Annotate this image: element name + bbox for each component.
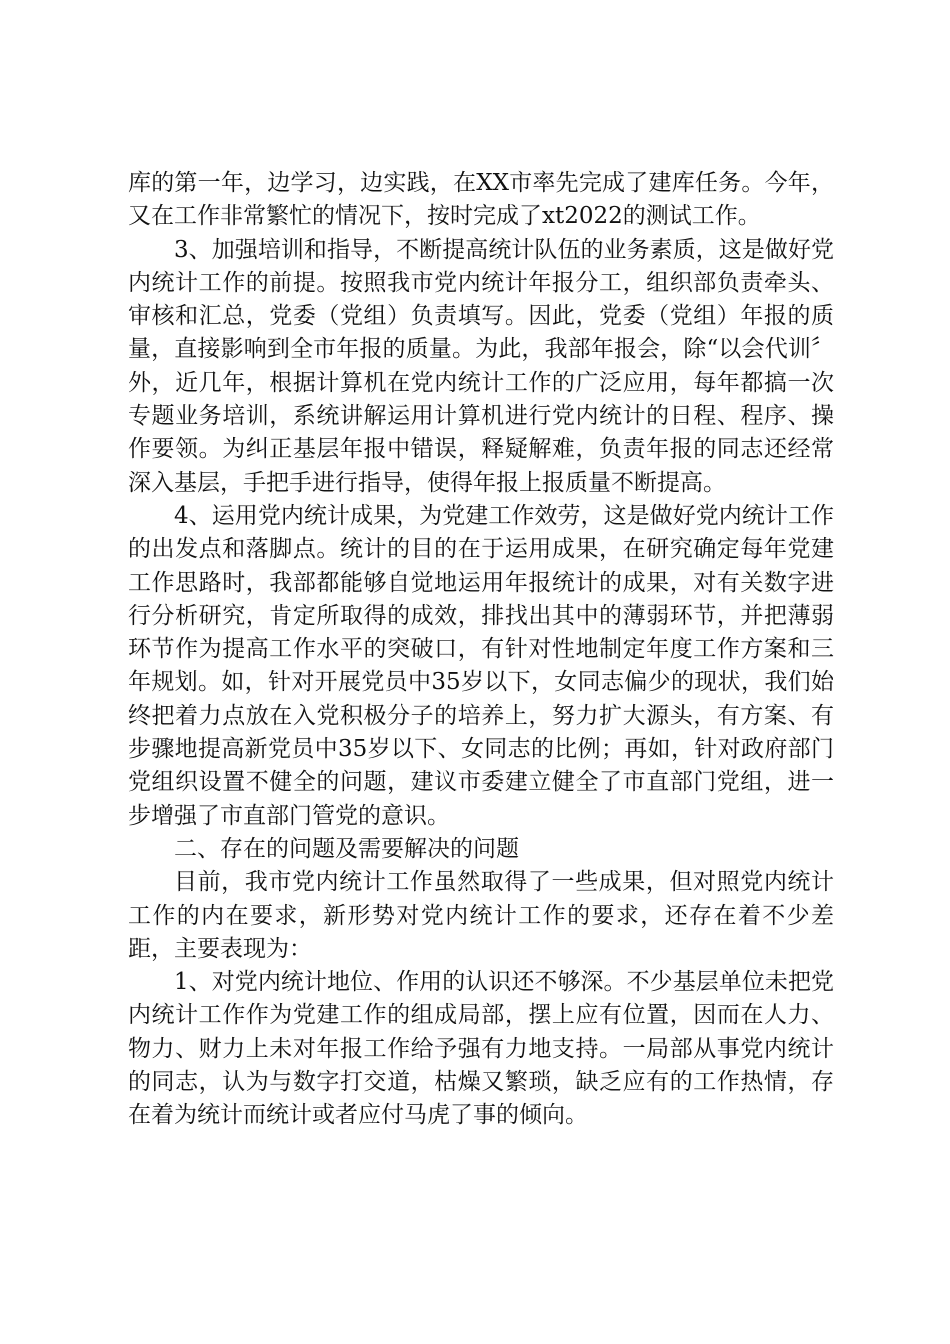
document-body: [128, 167, 834, 1133]
paragraph-training: 3、加强培训和指导，不断提高统计队伍的业务素质，这是做好党内统计工作的前提。按照我市党内统计年报分工，组织部负责牵头、审核和汇总，党委（党组）负责填写。因此，党委（党组）年报的质量，直接影响到全市年报的质量。为此，我部年报会，除“以会代训〞外，近几年，根据计算机在党内统计工作的广泛应用，每年都搞一次专题业务培训，系统讲解运用计算机进行党内统计的日程、程序、操作要领。为纠正基层年报中错误，释疑解难，负责年报的同志还经常深入基层，手把手进行指导，使得年报上报质量不断提高。: [128, 236, 834, 496]
section-heading-problems: 二、存在的问题及需要解决的问题: [174, 835, 519, 862]
paragraph-current-status: 目前，我市党内统计工作虽然取得了一些成果，但对照党内统计工作的内在要求，新形势对党内统计工作的要求，还存在着不少差距，主要表现为：: [128, 869, 834, 962]
paragraph-results: 4、运用党内统计成果，为党建工作效劳，这是做好党内统计工作的出发点和落脚点。统计的目的在于运用成果，在研究确定每年党建工作思路时，我部都能够自觉地运用年报统计的成果，对有关数字进行分析研究，肯定所取得的成效，排找出其中的薄弱环节，并把薄弱环节作为提高工作水平的突破口，有针对性地制定年度工作方案和三年规划。如，针对开展党员中35岁以下，女同志偏少的现状，我们始终把着力点放在入党积极分子的培养上，努力扩大源头，有方案、有步骤地提高新党员中35岁以下、女同志的比例；再如，针对政府部门党组织设置不健全的问题，建议市委建立健全了市直部门党组，进一步增强了市直部门管党的意识。: [128, 502, 834, 829]
paragraph-continuation: 库的第一年，边学习，边实践，在XX市率先完成了建库任务。今年，又在工作非常繁忙的情况下，按时完成了xt2022的测试工作。: [128, 170, 834, 230]
paragraph-problem-1: 1、对党内统计地位、作用的认识还不够深。不少基层单位未把党内统计工作作为党建工作的组成局部，摆上应有位置，因而在人力、物力、财力上未对年报工作给予强有力地支持。一局部从事党内统计的同志，认为与数字打交道，枯燥又繁琐，缺乏应有的工作热情，存在着为统计而统计或者应付马虎了事的倾向。: [128, 969, 834, 1129]
